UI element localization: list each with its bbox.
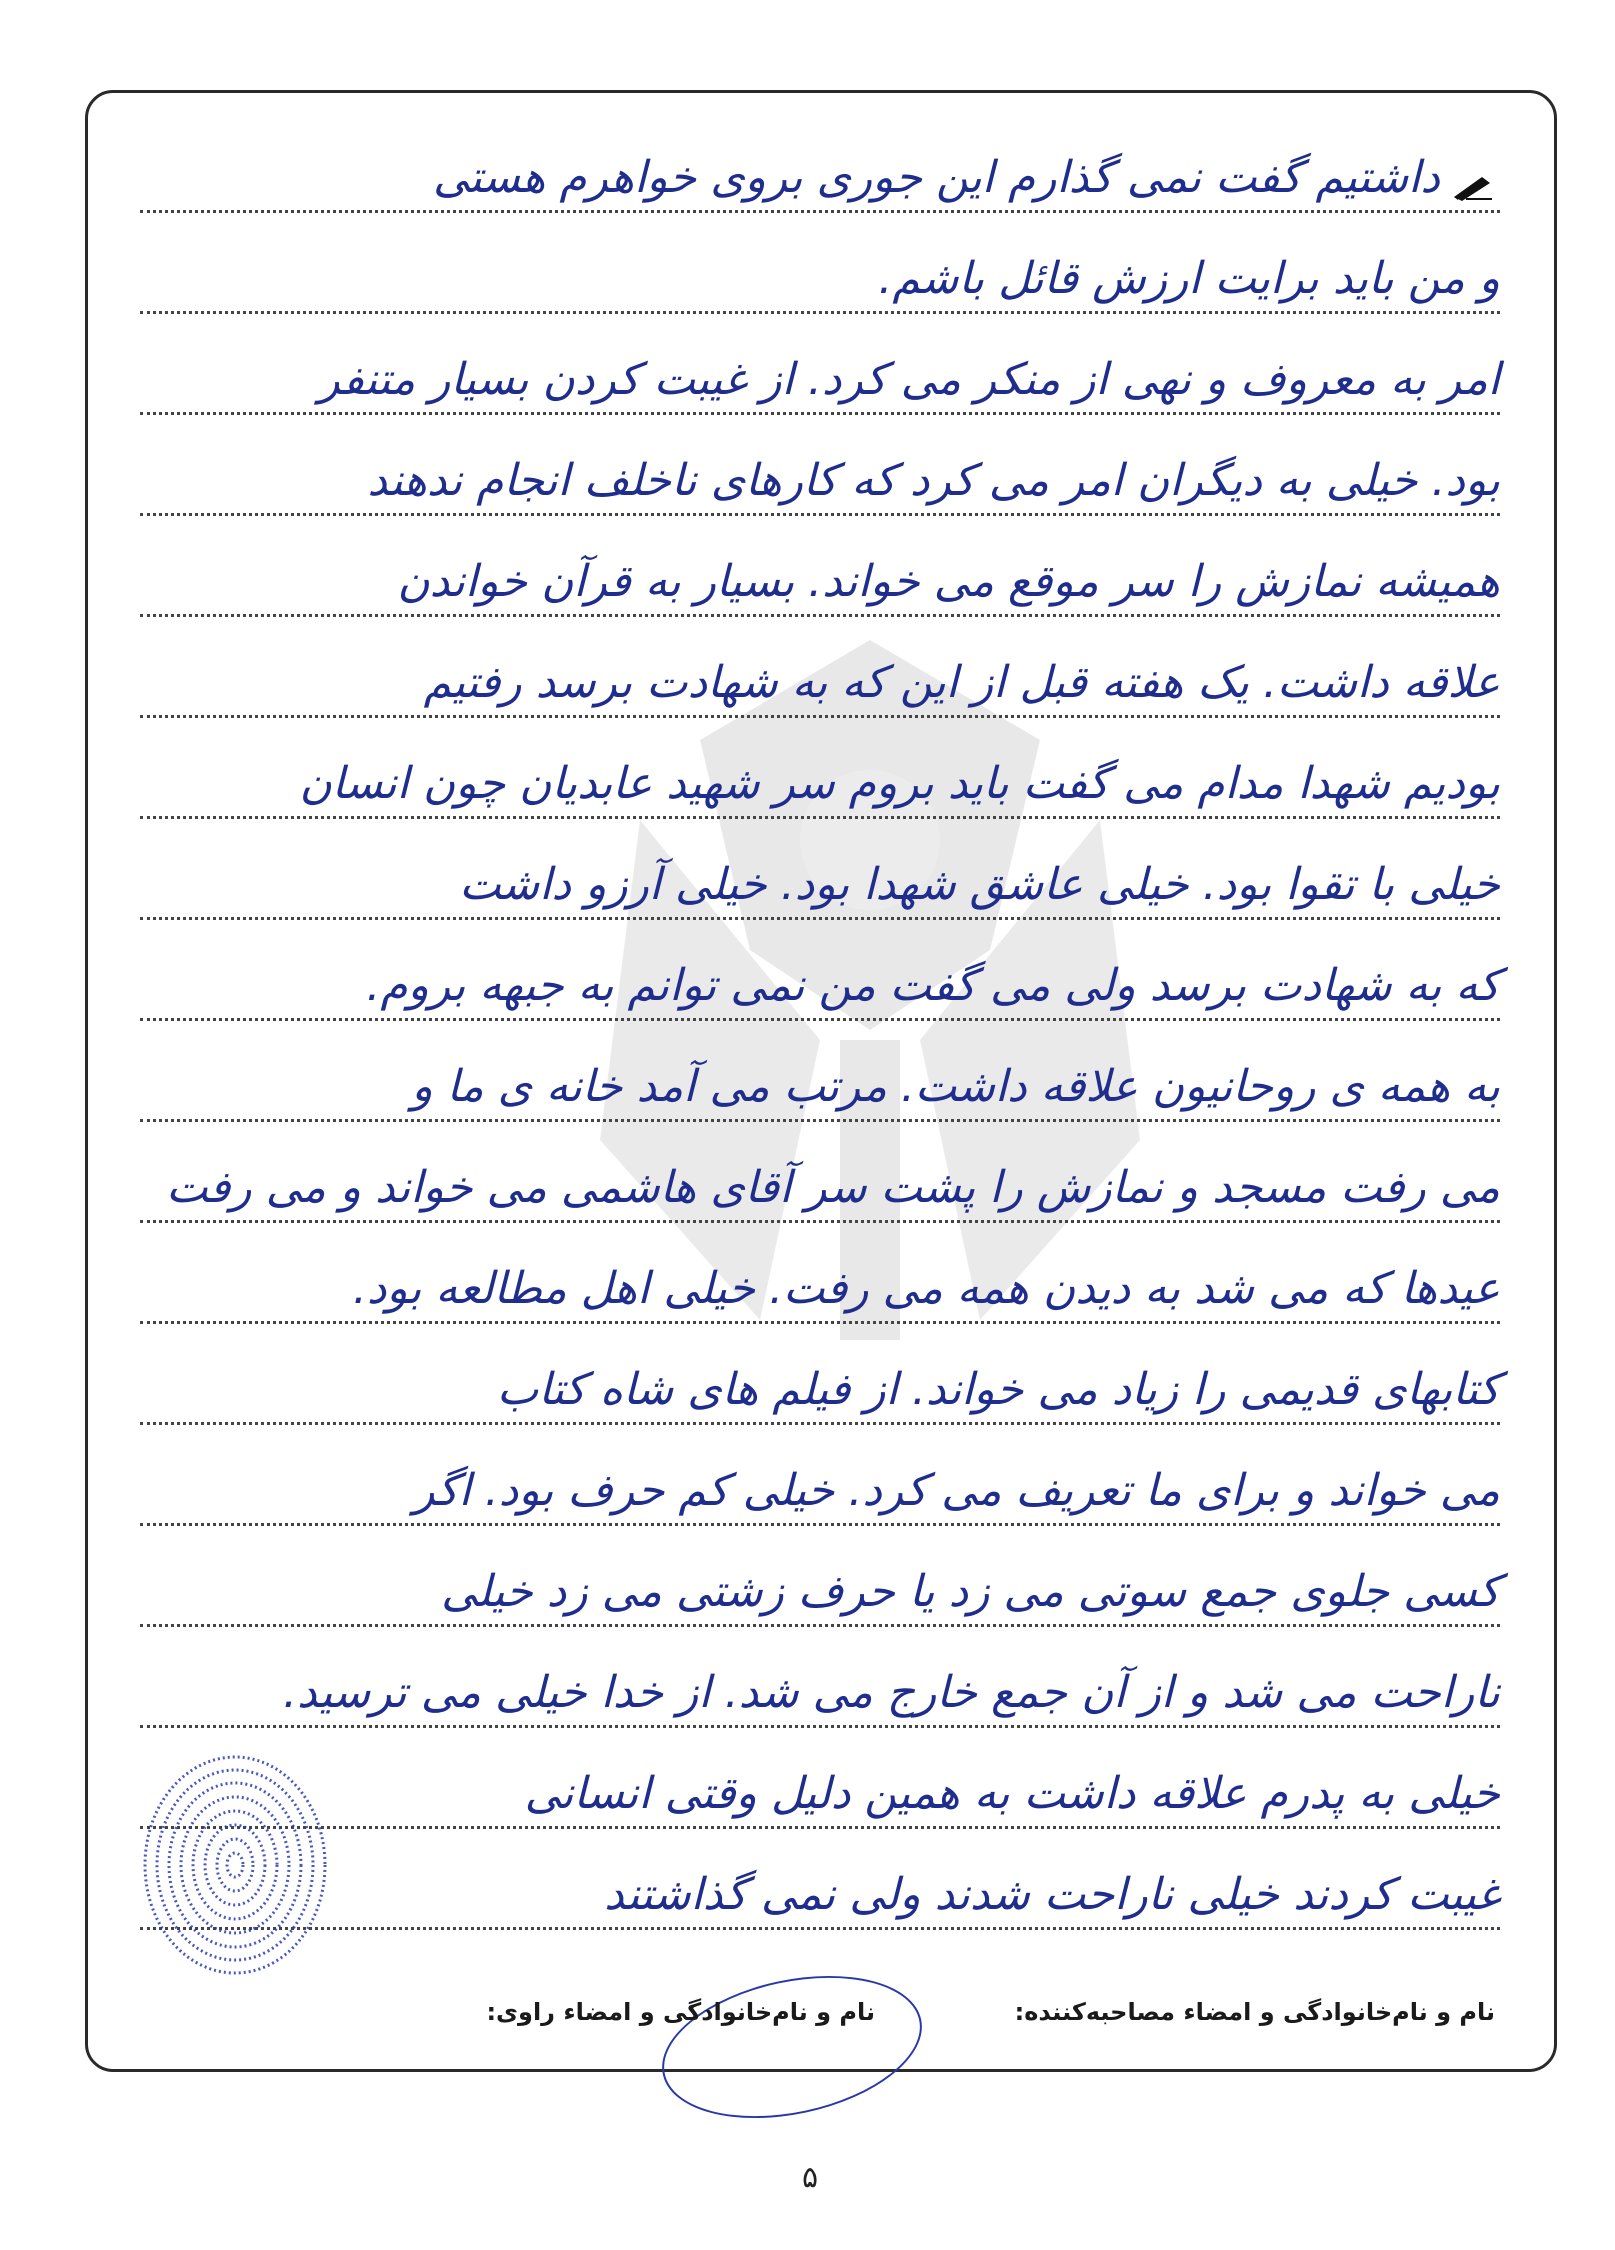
text-line xyxy=(140,1544,1500,1645)
signature-footer xyxy=(120,1998,1495,2042)
handwritten-line: غیبت کردند خیلی ناراحت شدند ولی نمی گذاشتند xyxy=(604,1869,1500,1920)
text-line xyxy=(140,1443,1500,1544)
dotted-rule xyxy=(140,210,1500,213)
dotted-rule xyxy=(140,917,1500,920)
handwritten-line: بود. خیلی به دیگران امر می کرد که کارهای ناخلف انجام ندهند xyxy=(367,455,1500,506)
handwritten-line: به همه ی روحانیون علاقه داشت. مرتب می آمد خانه ی ما و xyxy=(411,1061,1500,1112)
narrator-signature-label: نام و نام‌خانوادگی و امضاء راوی: xyxy=(486,1998,875,2026)
dotted-rule xyxy=(140,1422,1500,1425)
handwritten-line: ناراحت می شد و از آن جمع خارج می شد. از خدا خیلی می ترسید. xyxy=(282,1667,1500,1718)
dotted-rule xyxy=(140,614,1500,617)
text-line xyxy=(140,1140,1500,1241)
dotted-rule xyxy=(140,1220,1500,1223)
text-line xyxy=(140,1847,1500,1948)
dotted-rule xyxy=(140,1927,1500,1930)
dotted-rule xyxy=(140,1624,1500,1627)
text-line xyxy=(140,332,1500,433)
text-line xyxy=(140,635,1500,736)
text-line xyxy=(140,1342,1500,1443)
handwritten-line: امر به معروف و نهی از منکر می کرد. از غیبت کردن بسیار متنفر xyxy=(318,354,1500,405)
handwritten-line: کتابهای قدیمی را زیاد می خواند. از فیلم های شاه کتاب xyxy=(496,1364,1500,1415)
dotted-rule xyxy=(140,1321,1500,1324)
text-line xyxy=(140,1645,1500,1746)
dotted-rule xyxy=(140,816,1500,819)
handwritten-line: کسی جلوی جمع سوتی می زد یا حرف زشتی می زد خیلی xyxy=(441,1566,1500,1617)
handwritten-line: همیشه نمازش را سر موقع می خواند. بسیار به قرآن خواندن xyxy=(397,556,1500,607)
handwritten-line: بودیم شهدا مدام می گفت باید بروم سر شهید عابدیان چون انسان xyxy=(299,758,1500,809)
text-line xyxy=(140,1039,1500,1140)
interviewer-signature-label: نام و نام‌خانوادگی و امضاء مصاحبه‌کننده: xyxy=(1014,1998,1495,2026)
dotted-rule xyxy=(140,311,1500,314)
handwritten-text-area xyxy=(140,130,1500,1948)
dotted-rule xyxy=(140,1018,1500,1021)
text-line xyxy=(140,938,1500,1039)
dotted-rule xyxy=(140,412,1500,415)
handwritten-line: خیلی به پدرم علاقه داشت به همین دلیل وقتی انسانی xyxy=(524,1768,1500,1819)
text-line xyxy=(140,130,1500,231)
pen-icon xyxy=(1452,173,1494,201)
text-line xyxy=(140,837,1500,938)
dotted-rule xyxy=(140,1523,1500,1526)
handwritten-line: علاقه داشت. یک هفته قبل از این که به شهادت برسد رفتیم xyxy=(423,657,1500,708)
fingerprint-mark xyxy=(135,1750,335,1980)
dotted-rule xyxy=(140,513,1500,516)
handwritten-line: که به شهادت برسد ولی می گفت من نمی توانم به جبهه بروم. xyxy=(366,960,1500,1011)
handwritten-line: داشتیم گفت نمی گذارم این جوری بروی خواهرم هستی xyxy=(432,152,1440,203)
handwritten-line: خیلی با تقوا بود. خیلی عاشق شهدا بود. خیلی آرزو داشت xyxy=(459,859,1500,910)
text-line xyxy=(140,1746,1500,1847)
dotted-rule xyxy=(140,1725,1500,1728)
handwritten-line: عیدها که می شد به دیدن همه می رفت. خیلی اهل مطالعه بود. xyxy=(352,1263,1500,1314)
dotted-rule xyxy=(140,1826,1500,1829)
handwritten-line: می رفت مسجد و نمازش را پشت سر آقای هاشمی می خواند و می رفت xyxy=(166,1162,1500,1213)
handwritten-line: و من باید برایت ارزش قائل باشم. xyxy=(878,253,1500,304)
dotted-rule xyxy=(140,715,1500,718)
text-line xyxy=(140,736,1500,837)
text-line xyxy=(140,231,1500,332)
page-number: ۵ xyxy=(801,2160,819,2195)
text-line xyxy=(140,534,1500,635)
dotted-rule xyxy=(140,1119,1500,1122)
text-line xyxy=(140,1241,1500,1342)
text-line xyxy=(140,433,1500,534)
handwritten-line: می خواند و برای ما تعریف می کرد. خیلی کم حرف بود. اگر xyxy=(413,1465,1500,1516)
